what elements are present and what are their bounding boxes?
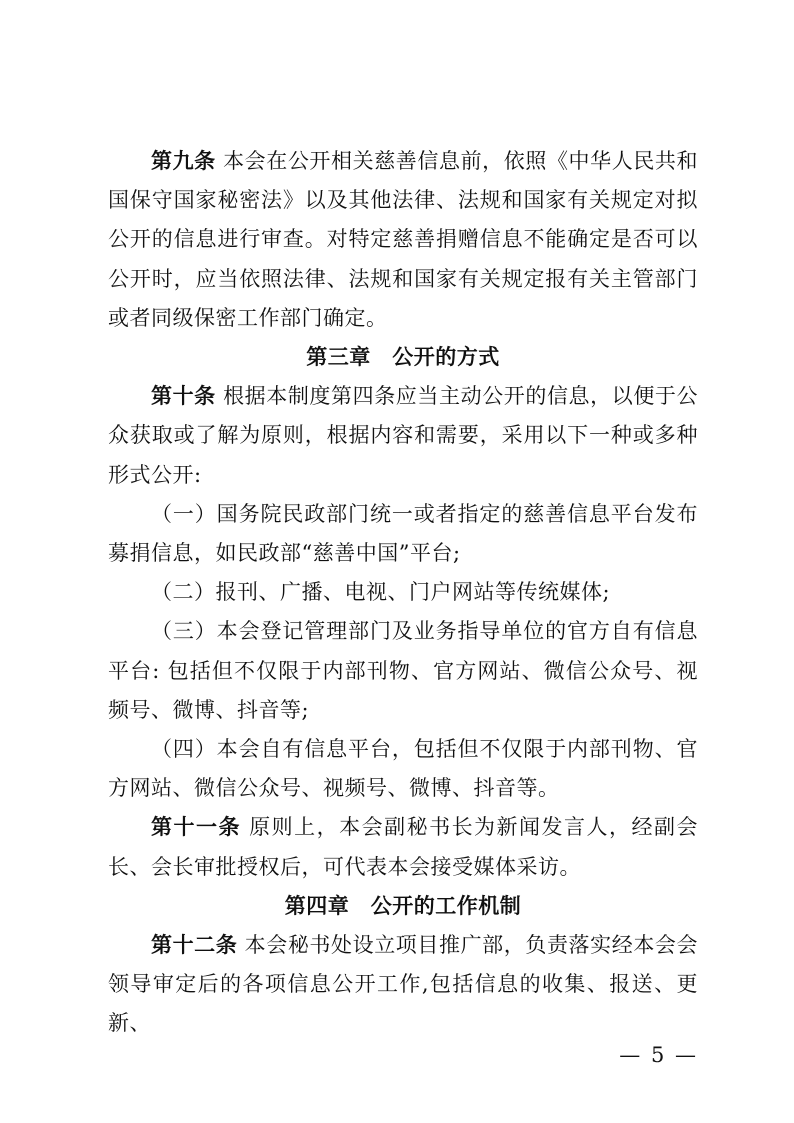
article-label: 第九条 bbox=[151, 149, 216, 173]
article-text: 原则上，本会副秘书长为新闻发言人，经副会长、会长审批授权后，可代表本会接受媒体采访。 bbox=[108, 815, 698, 879]
chapter-heading: 第三章 公开的方式 bbox=[306, 345, 500, 370]
article-label: 第十一条 bbox=[151, 815, 241, 840]
article-9 bbox=[108, 142, 698, 338]
page-number: — 5 — bbox=[619, 1043, 698, 1067]
article-label: 第十二条 bbox=[151, 933, 238, 958]
article-text: 本会秘书处设立项目推广部，负责落实经本会会领导审定后的各项信息公开工作,包括信息的收集、报送、更新、 bbox=[108, 933, 699, 1036]
list-item: （四）本会自有信息平台，包括但不仅限于内部刊物、官方网站、微信公众号、视频号、微博、抖音等。 bbox=[108, 737, 698, 801]
article-text: 本会在公开相关慈善信息前，依照《中华人民共和国保守国家秘密法》以及其他法律、法规和国家有关规定对拟公开的信息进行审查。对特定慈善捐赠信息不能确定是否可以公开时，应当依照法律、法规和国家有关规定报有关主管部门或者同级保密工作部门确定。 bbox=[108, 149, 699, 330]
list-item: （二）报刊、广播、电视、门户网站等传统媒体; bbox=[151, 580, 611, 605]
article-10 bbox=[108, 377, 698, 495]
list-item: （三）本会登记管理部门及业务指导单位的官方自有信息平台: 包括但不仅限于内部刊物、官方网站、微信公众号、视频号、微博、抖音等; bbox=[108, 619, 698, 722]
article-11 bbox=[108, 808, 698, 886]
document-body bbox=[108, 142, 698, 1044]
article-12 bbox=[108, 926, 698, 1044]
article-label: 第十条 bbox=[151, 384, 216, 409]
chapter-heading: 第四章 公开的工作机制 bbox=[284, 893, 522, 918]
list-item: （一）国务院民政部门统一或者指定的慈善信息平台发布募捐信息，如民政部“慈善中国”平台; bbox=[108, 501, 698, 566]
article-text: 根据本制度第四条应当主动公开的信息，以便于公众获取或了解为原则，根据内容和需要，采用以下一种或多种形式公开: bbox=[108, 384, 699, 487]
